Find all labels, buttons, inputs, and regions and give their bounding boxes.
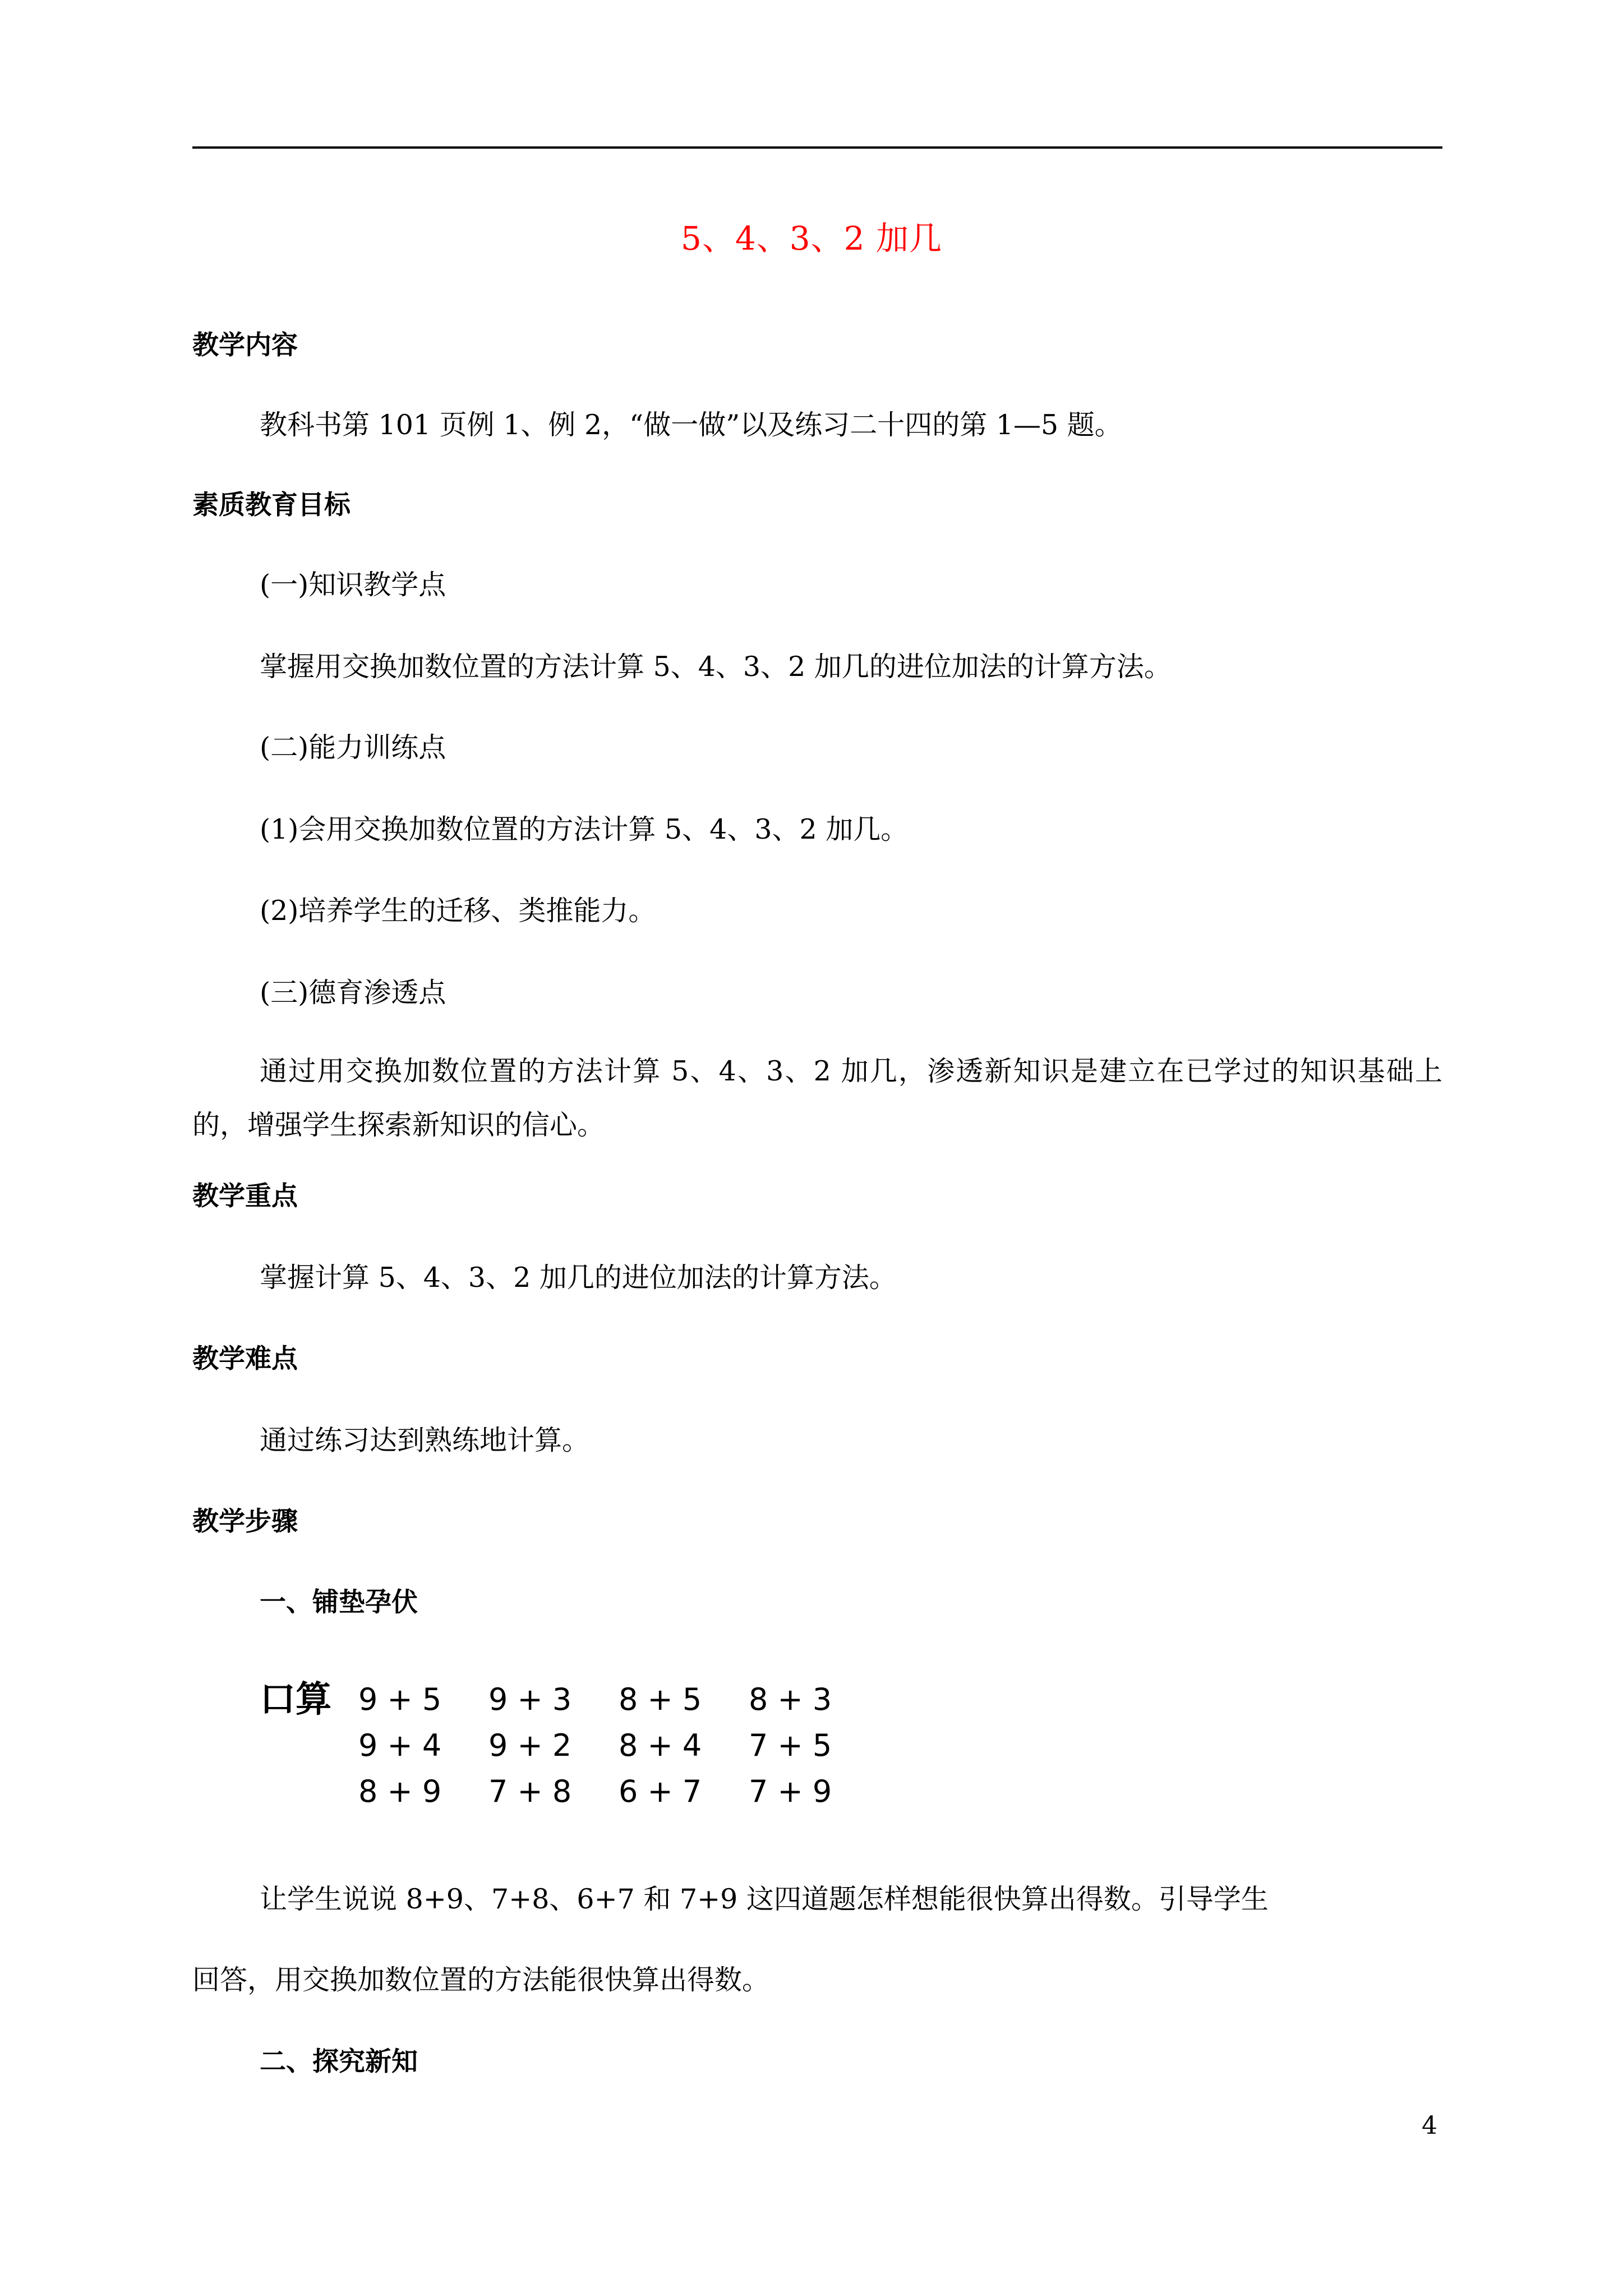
content-text: 教科书第 101 页例 1、例 2，“做一做”以及练习二十四的第 1—5 题。: [260, 409, 1122, 441]
step-1-text-line-1: 让学生说说 8+9、7+8、6+7 和 7+9 这四道题怎样想能很快算出得数。引导学生: [260, 1883, 1269, 1915]
difficulty-text: 通过练习达到熟练地计算。: [260, 1424, 590, 1456]
oral-calc-item: 8 + 4: [619, 1728, 702, 1763]
knowledge-heading: (一)知识教学点: [260, 569, 446, 601]
steps-heading: 教学步骤: [192, 1506, 298, 1537]
oral-calc-row: [358, 1677, 879, 1722]
knowledge-text: 掌握用交换加数位置的方法计算 5、4、3、2 加几的进位加法的计算方法。: [260, 651, 1172, 683]
page-number: 4: [1422, 2111, 1437, 2140]
oral-calc-item: 9 + 4: [358, 1728, 442, 1763]
oral-calc-row: [358, 1723, 879, 1768]
oral-calc-item: 7 + 5: [749, 1728, 832, 1763]
key-point-heading: 教学重点: [192, 1181, 298, 1212]
key-point-text: 掌握计算 5、4、3、2 加几的进位加法的计算方法。: [260, 1262, 897, 1294]
oral-calc-row: [358, 1769, 879, 1814]
oral-calc-item: 8 + 3: [749, 1682, 832, 1717]
step-2-heading: 二、探究新知: [260, 2046, 418, 2077]
oral-calc-item: 6 + 7: [619, 1774, 702, 1809]
oral-calc-item: 7 + 9: [749, 1774, 832, 1809]
step-1-heading: 一、铺垫孕伏: [260, 1587, 418, 1618]
step-1-text-line-2: 回答，用交换加数位置的方法能很快算出得数。: [192, 1964, 770, 1996]
document-title: 5、4、3、2 加几: [680, 219, 943, 257]
content-heading: 教学内容: [192, 330, 298, 361]
moral-heading: (三)德育渗透点: [260, 977, 446, 1009]
ability-heading: (二)能力训练点: [260, 731, 446, 763]
oral-calc-item: 8 + 9: [358, 1774, 442, 1809]
oral-calc-item: 9 + 2: [488, 1728, 572, 1763]
header-rule: [192, 146, 1442, 149]
goals-heading: 素质教育目标: [192, 490, 351, 521]
oral-calc-label: 口算: [260, 1679, 331, 1720]
moral-text: 通过用交换加数位置的方法计算 5、4、3、2 加几，渗透新知识是建立在已学过的知识基础上的，增强学生探索新知识的信心。: [192, 1055, 1442, 1141]
oral-calc-item: 9 + 5: [358, 1682, 442, 1717]
ability-item-1: (1)会用交换加数位置的方法计算 5、4、3、2 加几。: [260, 813, 909, 845]
difficulty-heading: 教学难点: [192, 1343, 298, 1374]
oral-calc-item: 9 + 3: [488, 1682, 572, 1717]
oral-calculation-figure: [260, 1677, 877, 1823]
oral-calc-item: 8 + 5: [619, 1682, 702, 1717]
oral-calc-item: 7 + 8: [488, 1774, 572, 1809]
ability-item-2: (2)培养学生的迁移、类推能力。: [260, 895, 656, 927]
